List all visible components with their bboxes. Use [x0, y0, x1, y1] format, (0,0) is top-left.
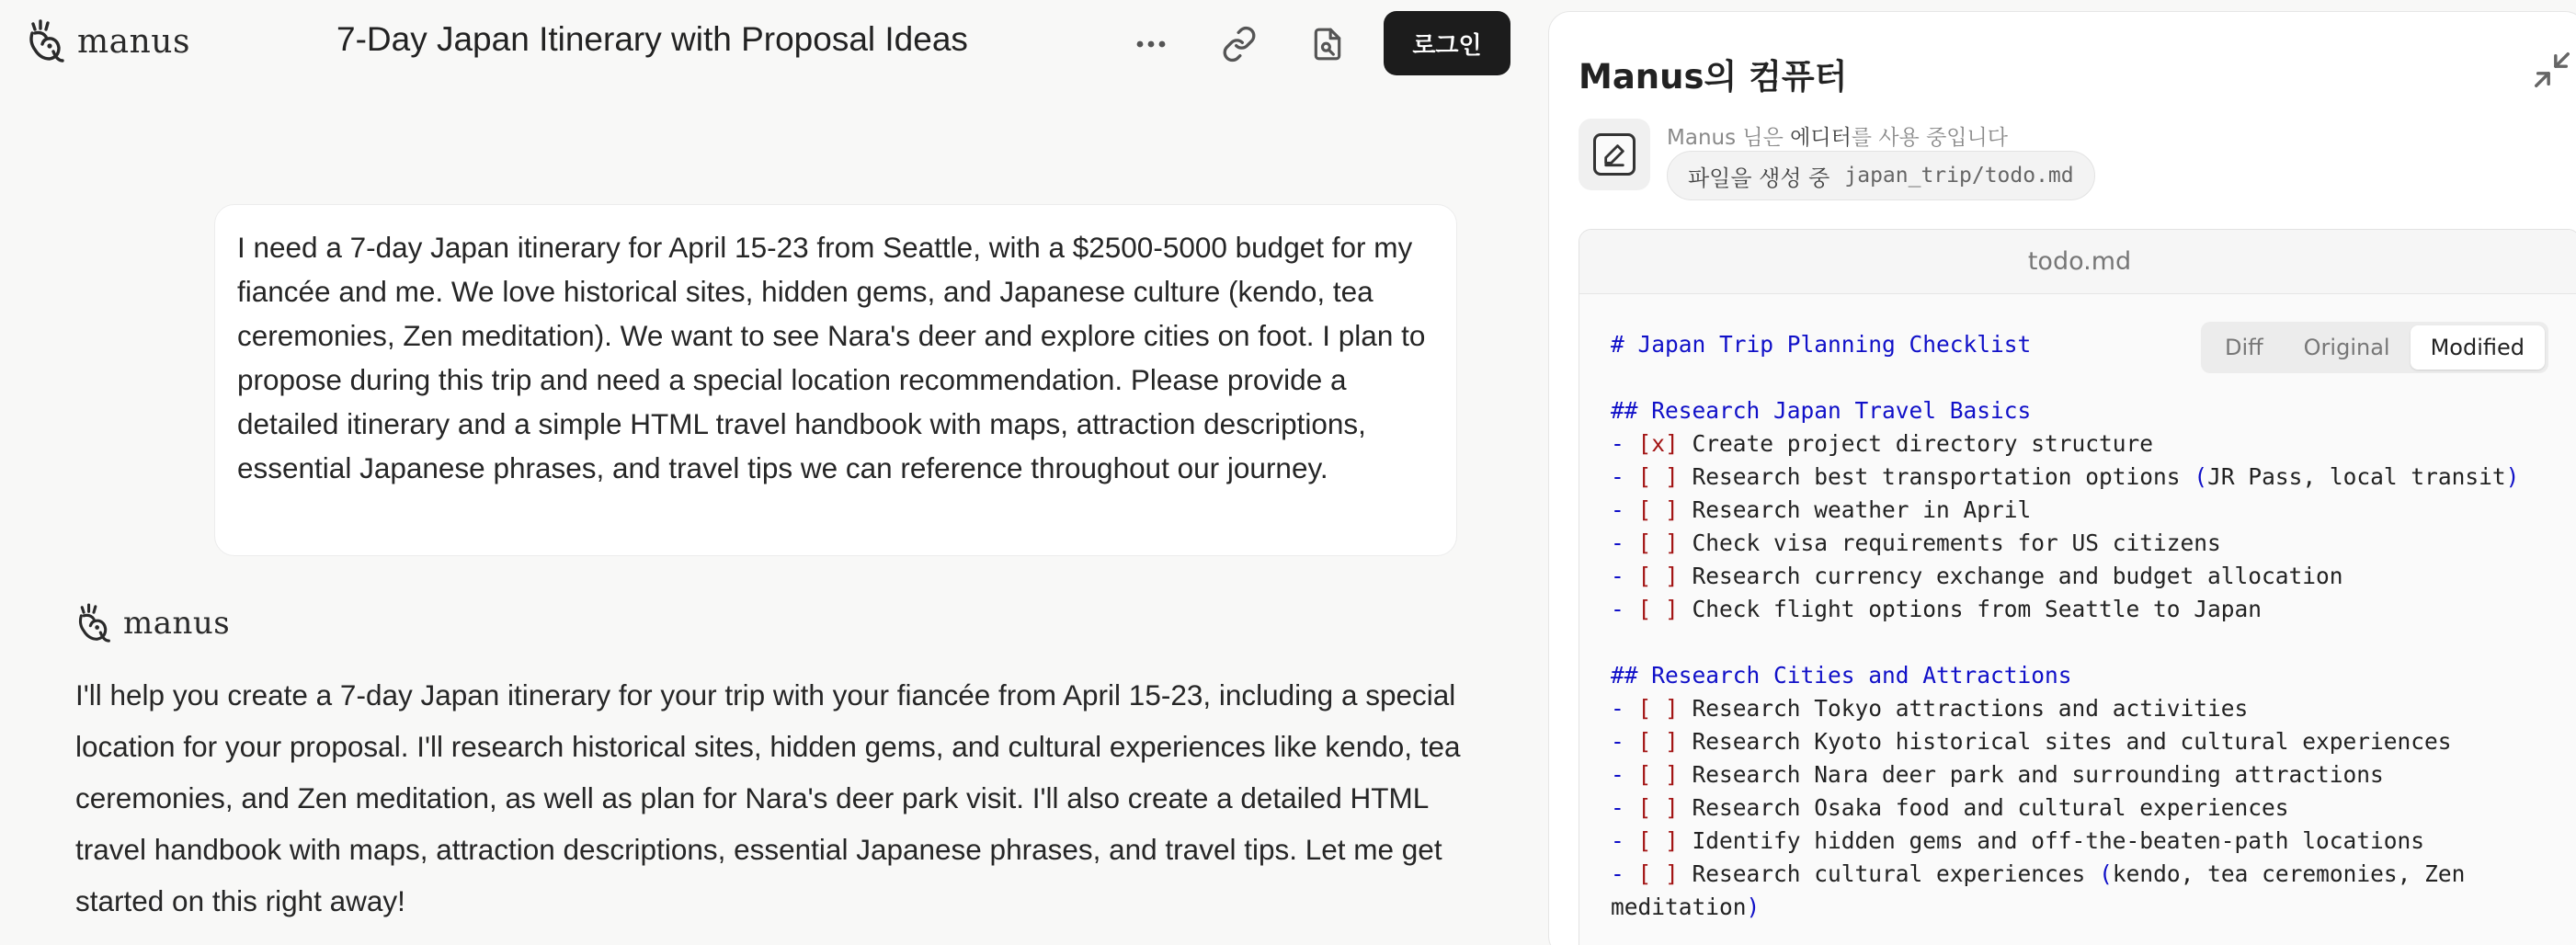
checklist-item	[1611, 692, 2543, 725]
checklist-item	[1611, 791, 2543, 825]
file-content	[1611, 328, 2543, 924]
status-prefix: Manus 님은	[1667, 126, 1791, 150]
list-dash: -	[1611, 794, 1638, 821]
space	[1679, 860, 1693, 887]
list-dash: -	[1611, 430, 1638, 457]
file-name: todo.md	[2027, 247, 2132, 276]
checklist-item	[1611, 725, 2543, 758]
md-heading: # Japan Trip Planning Checklist	[1611, 331, 2032, 358]
view-option-diff[interactable]: Diff	[2224, 335, 2263, 360]
file-share-icon	[1310, 26, 1345, 63]
assistant-name: manus	[123, 605, 231, 642]
checklist-item	[1611, 427, 2543, 461]
list-dash: -	[1611, 728, 1638, 755]
blank-line	[1611, 626, 2543, 659]
status-suffix: 를 사용 중입니다	[1851, 126, 2008, 150]
item-text: Research Kyoto historical sites and cultural experiences	[1692, 728, 2452, 755]
checkbox: [ ]	[1637, 827, 1679, 854]
action-path: japan_trip/todo.md	[1844, 164, 2074, 188]
current-action[interactable]	[1667, 151, 2095, 200]
paren-close: )	[1746, 894, 1761, 920]
checkbox: [ ]	[1637, 860, 1679, 887]
assistant-message: I'll help you create a 7-day Japan itinerary for your trip with your fiancée from April 15-23, including a special location for your proposal. I'll research historical sites, hidden gems, and cultural experiences like kendo, tea ceremonies, and Zen meditation, as well as plan for Nara's deer park visit. I'll also create a detailed HTML travel handbook with maps, attraction descriptions, essential Japanese phrases, and travel tips. Let me get started on this right away!	[75, 678, 1461, 917]
item-text: Research cultural experiences	[1692, 860, 2100, 887]
link-icon	[1221, 26, 1258, 63]
item-text: Identify hidden gems and off-the-beaten-path locations	[1692, 827, 2425, 854]
computer-panel	[1548, 11, 2576, 945]
space	[1679, 596, 1693, 622]
logo-text: manus	[77, 22, 190, 61]
share-link-button[interactable]	[1215, 20, 1263, 68]
space	[1679, 463, 1693, 490]
panel-title: Manus의 컴퓨터	[1579, 57, 1848, 97]
collapse-icon[interactable]	[2531, 49, 2573, 91]
task-title: 7-Day Japan Itinerary with Proposal Ideas	[336, 20, 968, 58]
checkbox: [ ]	[1637, 463, 1679, 490]
checkbox: [x]	[1637, 430, 1679, 457]
paren-close: )	[2505, 463, 2520, 490]
checkbox: [ ]	[1637, 794, 1679, 821]
file-share-button[interactable]	[1304, 20, 1351, 68]
space	[1679, 794, 1693, 821]
status-tool: 에디터	[1790, 126, 1852, 150]
checkbox: [ ]	[1637, 563, 1679, 589]
list-dash: -	[1611, 761, 1638, 788]
list-dash: -	[1611, 563, 1638, 589]
manus-logo-icon	[26, 18, 66, 64]
item-text: Research best transportation options	[1692, 463, 2194, 490]
list-dash: -	[1611, 463, 1638, 490]
view-option-modified[interactable]: Modified	[2411, 325, 2545, 370]
checklist-item	[1611, 858, 2543, 924]
editor-tool-badge	[1579, 119, 1650, 190]
item-text: Research Osaka food and cultural experiences	[1692, 794, 2289, 821]
list-dash: -	[1611, 860, 1638, 887]
list-dash: -	[1611, 695, 1638, 722]
item-text: Research Nara deer park and surrounding attractions	[1692, 761, 2384, 788]
space	[1679, 563, 1693, 589]
view-toggle	[2201, 322, 2548, 373]
checklist-item	[1611, 527, 2543, 560]
checklist-item	[1611, 758, 2543, 791]
md-section-heading: ## Research Japan Travel Basics	[1611, 397, 2032, 424]
item-detail: JR Pass, local transit	[2207, 463, 2506, 490]
checklist-item	[1611, 560, 2543, 593]
editor-icon	[1593, 133, 1636, 176]
space	[1679, 496, 1693, 523]
more-icon	[1135, 40, 1167, 49]
checkbox: [ ]	[1637, 695, 1679, 722]
user-message: I need a 7-day Japan itinerary for April 15-23 from Seattle, with a $2500-5000 budget for my fiancée and me. We love historical sites, hidden gems, and Japanese culture (kendo, tea ceremonies, Zen meditation). We want to see Nara's deer and explore cities on foot. I plan to propose during this trip and need a special location recommendation. Please provide a detailed itinerary and a simple HTML travel handbook with maps, attraction descriptions, essential Japanese phrases, and travel tips we can reference throughout our journey.	[214, 204, 1457, 556]
space	[1679, 695, 1693, 722]
item-text: Research currency exchange and budget allocation	[1692, 563, 2343, 589]
checkbox: [ ]	[1637, 761, 1679, 788]
login-button[interactable]: 로그인	[1384, 11, 1510, 75]
list-dash: -	[1611, 596, 1638, 622]
checklist-item	[1611, 494, 2543, 527]
view-option-original[interactable]: Original	[2303, 335, 2390, 360]
space	[1679, 728, 1693, 755]
space	[1679, 529, 1693, 556]
md-section-heading-line	[1611, 394, 2543, 427]
action-label: 파일을 생성 중	[1688, 165, 1830, 191]
file-viewer	[1579, 229, 2576, 945]
space	[1679, 827, 1693, 854]
list-dash: -	[1611, 529, 1638, 556]
item-text: Research Tokyo attractions and activities	[1692, 695, 2249, 722]
list-dash: -	[1611, 496, 1638, 523]
file-tab	[1579, 230, 2576, 294]
checkbox: [ ]	[1637, 529, 1679, 556]
checklist-item	[1611, 825, 2543, 858]
checkbox: [ ]	[1637, 728, 1679, 755]
checkbox: [ ]	[1637, 496, 1679, 523]
space	[1679, 761, 1693, 788]
paren-open: (	[2099, 860, 2113, 887]
item-text: Check visa requirements for US citizens	[1692, 529, 2221, 556]
checklist-item	[1611, 593, 2543, 626]
item-text: Create project directory structure	[1692, 430, 2154, 457]
paren-open: (	[2194, 463, 2208, 490]
item-detail: kendo, tea ceremonies, Zen meditation	[1611, 860, 2466, 920]
md-section-heading: ## Research Cities and Attractions	[1611, 662, 2072, 689]
item-text: Check flight options from Seattle to Japan	[1692, 596, 2263, 622]
space	[1679, 430, 1693, 457]
list-dash: -	[1611, 827, 1638, 854]
manus-logo-icon	[75, 602, 112, 644]
tool-status	[1667, 120, 2008, 151]
more-button[interactable]	[1127, 20, 1175, 68]
checklist-item	[1611, 461, 2543, 494]
item-text: Research weather in April	[1692, 496, 2032, 523]
md-section-heading-line	[1611, 659, 2543, 692]
manus-logo[interactable]	[26, 18, 190, 64]
assistant-header	[75, 602, 230, 644]
checkbox: [ ]	[1637, 596, 1679, 622]
